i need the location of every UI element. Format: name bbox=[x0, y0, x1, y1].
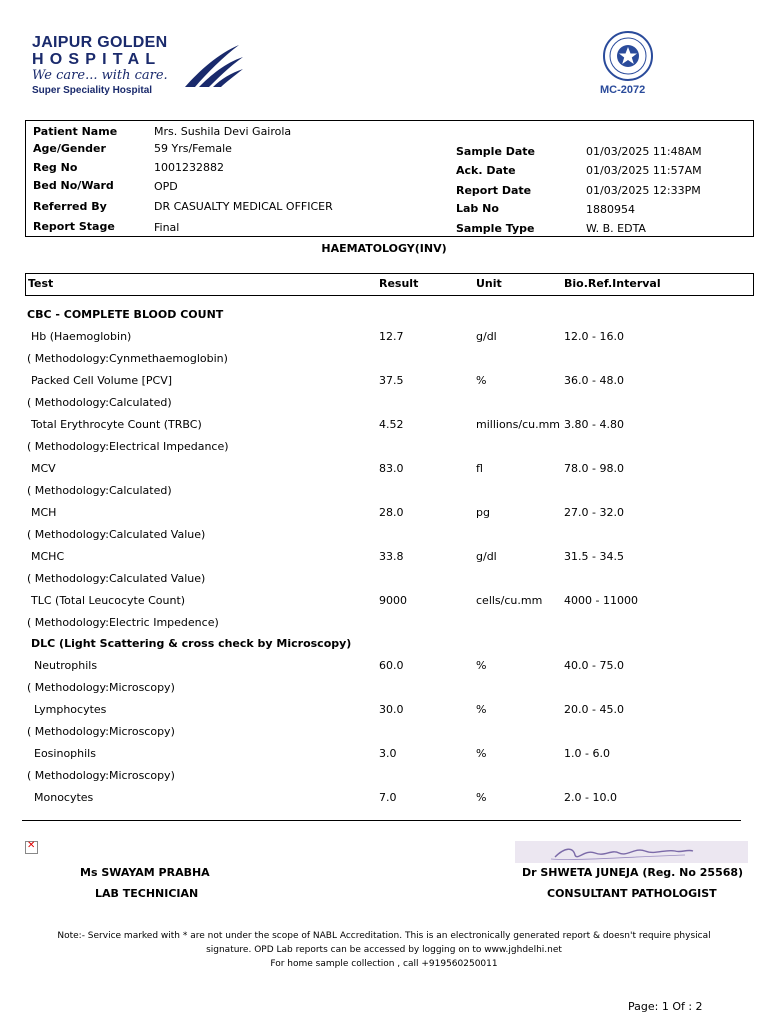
hospital-subtitle: Super Speciality Hospital bbox=[32, 85, 153, 96]
test-unit: % bbox=[476, 374, 487, 387]
header-ref-interval: Bio.Ref.Interval bbox=[564, 277, 661, 290]
test-name: CBC - COMPLETE BLOOD COUNT bbox=[27, 308, 224, 321]
pathologist-signature bbox=[515, 841, 748, 863]
bed-ward: OPD bbox=[154, 180, 178, 193]
test-result: 30.0 bbox=[379, 703, 404, 716]
note-line-2: signature. OPD Lab reports can be accessed by logging on to www.jghdelhi.net bbox=[206, 945, 562, 955]
hospital-logo bbox=[29, 33, 248, 99]
methodology: ( Methodology:Calculated) bbox=[27, 484, 172, 497]
methodology: ( Methodology:Microscopy) bbox=[27, 725, 175, 738]
note-line-1: Note:- Service marked with * are not under the scope of NABL Accreditation. This is an electronically generated report & doesn't require physical bbox=[57, 931, 711, 941]
header-result: Result bbox=[379, 277, 419, 290]
hospital-name-line2: HOSPITAL bbox=[32, 51, 162, 68]
test-name: Packed Cell Volume [PCV] bbox=[31, 374, 173, 387]
test-ref-interval: 40.0 - 75.0 bbox=[564, 659, 624, 672]
test-ref-interval: 2.0 - 10.0 bbox=[564, 791, 617, 804]
test-result: 7.0 bbox=[379, 791, 397, 804]
technician-name: Ms SWAYAM PRABHA bbox=[80, 866, 210, 879]
test-name: MCHC bbox=[31, 550, 65, 563]
patient-info-box bbox=[25, 120, 754, 237]
report-stage: Final bbox=[154, 221, 180, 234]
test-unit: g/dl bbox=[476, 330, 497, 343]
test-name: Total Erythrocyte Count (TRBC) bbox=[31, 418, 202, 431]
methodology: ( Methodology:Microscopy) bbox=[27, 769, 175, 782]
test-result: 4.52 bbox=[379, 418, 404, 431]
age-gender: 59 Yrs/Female bbox=[154, 142, 232, 155]
lab-no-label: Lab No bbox=[456, 202, 499, 215]
test-result: 60.0 bbox=[379, 659, 404, 672]
accreditation-number: MC-2072 bbox=[600, 84, 646, 96]
ack-date: 01/03/2025 11:57AM bbox=[586, 164, 702, 177]
test-ref-interval: 1.0 - 6.0 bbox=[564, 747, 610, 760]
test-name: MCV bbox=[31, 462, 56, 475]
test-result: 12.7 bbox=[379, 330, 404, 343]
lab-no: 1880954 bbox=[586, 203, 635, 216]
age-gender-label: Age/Gender bbox=[33, 142, 106, 155]
test-result: 28.0 bbox=[379, 506, 404, 519]
test-group-name: DLC (Light Scattering & cross check by Microscopy) bbox=[31, 637, 352, 650]
section-title: HAEMATOLOGY(INV) bbox=[321, 242, 447, 255]
test-unit: g/dl bbox=[476, 550, 497, 563]
sample-type: W. B. EDTA bbox=[586, 222, 646, 235]
test-ref-interval: 27.0 - 32.0 bbox=[564, 506, 624, 519]
hospital-name-line1: JAIPUR GOLDEN bbox=[32, 34, 168, 51]
test-name: Lymphocytes bbox=[34, 703, 107, 716]
reg-no-label: Reg No bbox=[33, 161, 78, 174]
methodology: ( Methodology:Calculated Value) bbox=[27, 528, 206, 541]
header-unit: Unit bbox=[476, 277, 502, 290]
signature-scribble-icon bbox=[515, 841, 748, 863]
accreditation-seal-icon bbox=[602, 30, 654, 82]
methodology: ( Methodology:Calculated Value) bbox=[27, 572, 206, 585]
table-header bbox=[25, 273, 754, 296]
test-result: 9000 bbox=[379, 594, 407, 607]
patient-name: Mrs. Sushila Devi Gairola bbox=[154, 125, 292, 138]
swoosh-icon bbox=[179, 41, 245, 91]
hospital-tagline: We care... with care. bbox=[32, 68, 168, 83]
sample-date: 01/03/2025 11:48AM bbox=[586, 145, 702, 158]
technician-title: LAB TECHNICIAN bbox=[95, 887, 199, 900]
sample-type-label: Sample Type bbox=[456, 222, 535, 235]
pathologist-name: Dr SHWETA JUNEJA (Reg. No 25568) bbox=[522, 866, 744, 879]
test-name: TLC (Total Leucocyte Count) bbox=[31, 594, 186, 607]
methodology: ( Methodology:Calculated) bbox=[27, 396, 172, 409]
test-ref-interval: 20.0 - 45.0 bbox=[564, 703, 624, 716]
methodology: ( Methodology:Electric Impedence) bbox=[27, 616, 219, 629]
test-result: 3.0 bbox=[379, 747, 397, 760]
bed-ward-label: Bed No/Ward bbox=[33, 179, 114, 192]
reg-no: 1001232882 bbox=[154, 161, 224, 174]
header-test: Test bbox=[28, 277, 54, 290]
test-unit: % bbox=[476, 791, 487, 804]
test-name: Neutrophils bbox=[34, 659, 98, 672]
test-unit: pg bbox=[476, 506, 490, 519]
test-name: MCH bbox=[31, 506, 57, 519]
report-date: 01/03/2025 12:33PM bbox=[586, 184, 701, 197]
test-unit: millions/cu.mm bbox=[476, 418, 561, 431]
test-ref-interval: 78.0 - 98.0 bbox=[564, 462, 624, 475]
test-ref-interval: 4000 - 11000 bbox=[564, 594, 638, 607]
test-ref-interval: 36.0 - 48.0 bbox=[564, 374, 624, 387]
referred-by: DR CASUALTY MEDICAL OFFICER bbox=[154, 200, 333, 213]
test-result: 83.0 bbox=[379, 462, 404, 475]
test-unit: % bbox=[476, 747, 487, 760]
test-result: 33.8 bbox=[379, 550, 404, 563]
referred-by-label: Referred By bbox=[33, 200, 107, 213]
methodology: ( Methodology:Electrical Impedance) bbox=[27, 440, 229, 453]
test-name: Monocytes bbox=[34, 791, 94, 804]
footer-divider bbox=[22, 820, 741, 821]
test-ref-interval: 31.5 - 34.5 bbox=[564, 550, 624, 563]
pathologist-title: CONSULTANT PATHOLOGIST bbox=[547, 887, 717, 900]
test-name: Eosinophils bbox=[34, 747, 96, 760]
test-unit: fl bbox=[476, 462, 483, 475]
methodology: ( Methodology:Microscopy) bbox=[27, 681, 175, 694]
broken-image-icon bbox=[25, 841, 38, 854]
report-date-label: Report Date bbox=[456, 184, 532, 197]
test-ref-interval: 3.80 - 4.80 bbox=[564, 418, 624, 431]
page-number: Page: 1 Of : 2 bbox=[628, 1000, 703, 1013]
test-name: Hb (Haemoglobin) bbox=[31, 330, 132, 343]
test-ref-interval: 12.0 - 16.0 bbox=[564, 330, 624, 343]
test-unit: % bbox=[476, 703, 487, 716]
note-line-3: For home sample collection , call +919560250011 bbox=[270, 959, 498, 969]
test-unit: % bbox=[476, 659, 487, 672]
methodology: ( Methodology:Cynmethaemoglobin) bbox=[27, 352, 228, 365]
report-stage-label: Report Stage bbox=[33, 220, 115, 233]
test-unit: cells/cu.mm bbox=[476, 594, 543, 607]
sample-date-label: Sample Date bbox=[456, 145, 536, 158]
test-result: 37.5 bbox=[379, 374, 404, 387]
ack-date-label: Ack. Date bbox=[456, 164, 516, 177]
patient-name-label: Patient Name bbox=[33, 125, 118, 138]
